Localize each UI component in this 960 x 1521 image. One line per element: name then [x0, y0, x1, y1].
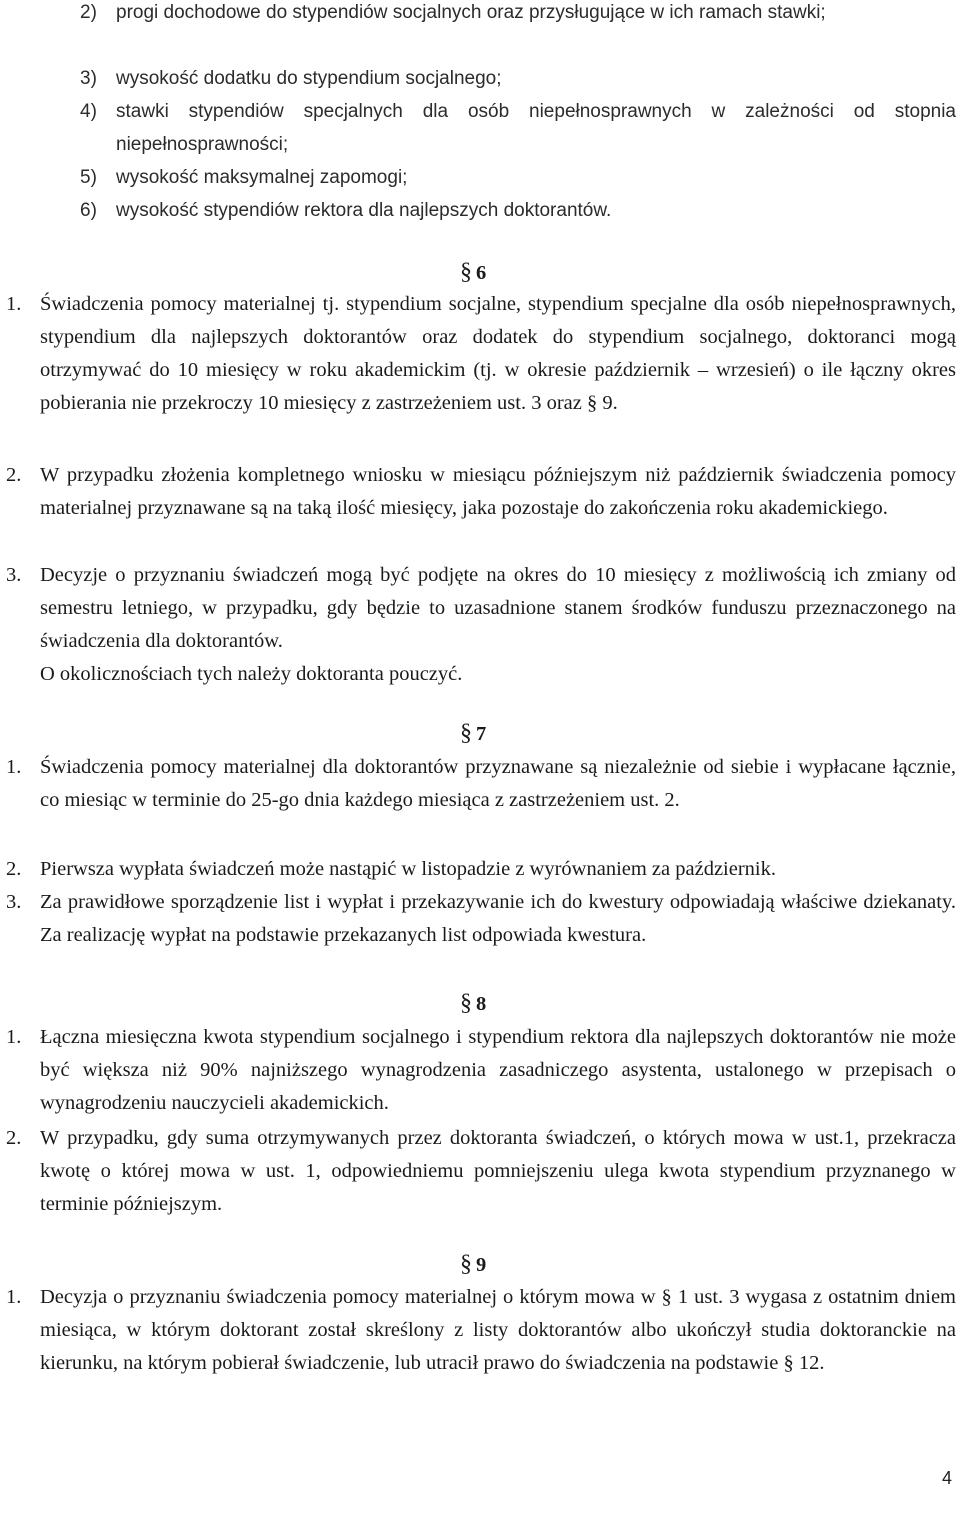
paragraph-7-3	[6, 886, 956, 952]
section-number: 8	[476, 993, 487, 1015]
paragraph-text-note: O okolicznościach tych należy doktoranta pouczyć.	[40, 663, 463, 685]
section-symbol: §	[460, 259, 472, 285]
section-symbol: §	[460, 720, 472, 746]
paragraph-text: Decyzja o przyznaniu świadczenia pomocy materialnej o którym mowa w § 1 ust. 3 wygasa z ostatnim dniem miesiąca, w którym doktorant został skreślony z listy doktorantów albo ukończył studia doktoranckie na kierunku, na którym pobierał świadczenie, lub utracił prawo do świadczenia na podstawie § 12.	[40, 1286, 956, 1374]
list-item-number: 3)	[80, 68, 97, 89]
paragraph-6-1	[6, 288, 956, 420]
section-number: 9	[476, 1254, 487, 1276]
paragraph-text: Świadczenia pomocy materialnej dla doktorantów przyznawane są niezależnie od siebie i wypłacane łącznie, co miesiąc w terminie do 25-go dnia każdego miesiąca z zastrzeżeniem ust. 2.	[40, 756, 956, 811]
list-item-2	[6, 0, 956, 29]
paragraph-number: 3.	[6, 564, 22, 586]
paragraph-8-2	[6, 1122, 956, 1221]
list-item-text: wysokość dodatku do stypendium socjalnego;	[116, 68, 502, 89]
section-heading-8	[460, 990, 520, 1017]
paragraph-text: Pierwsza wypłata świadczeń może nastąpić w listopadzie z wyrównaniem za październik.	[40, 858, 776, 880]
list-item-number: 6)	[80, 200, 97, 221]
paragraph-text: Decyzje o przyznaniu świadczeń mogą być podjęte na okres do 10 miesięcy z możliwością ich zmiany od semestru letniego, w przypadku, gdy będzie to uzasadnione stanem środków funduszu przeznaczonego na świadczenia dla doktorantów.	[40, 564, 956, 652]
section-heading-9	[460, 1251, 520, 1278]
paragraph-number: 1.	[6, 1286, 22, 1308]
paragraph-text: Łączna miesięczna kwota stypendium socjalnego i stypendium rektora dla najlepszych doktorantów nie może być większa niż 90% najniższego wynagrodzenia zasadniczego asystenta, ustalonego w przepisach o wynagrodzeniu nauczycieli akademickich.	[40, 1026, 956, 1114]
list-item-5	[6, 161, 956, 194]
paragraph-7-1	[6, 751, 956, 817]
paragraph-number: 2.	[6, 858, 22, 880]
paragraph-9-1	[6, 1281, 956, 1380]
list-item-text: stawki stypendiów specjalnych dla osób niepełnosprawnych w zależności od stopnia niepełnosprawności;	[116, 101, 956, 155]
list-item-text: wysokość stypendiów rektora dla najlepszych doktorantów.	[116, 200, 612, 221]
list-item-4	[6, 95, 956, 161]
section-heading-7	[460, 720, 520, 747]
paragraph-text: W przypadku, gdy suma otrzymywanych przez doktoranta świadczeń, o których mowa w ust.1, przekracza kwotę o której mowa w ust. 1, odpowiedniemu pomniejszeniu ulega kwota stypendium przyznanego w terminie późniejszym.	[40, 1127, 956, 1215]
list-item-number: 2)	[80, 2, 97, 23]
paragraph-number: 1.	[6, 1026, 22, 1048]
section-number: 7	[476, 723, 487, 745]
page-number: 4	[941, 1468, 952, 1488]
paragraph-number: 1.	[6, 293, 22, 315]
paragraph-text: Za prawidłowe sporządzenie list i wypłat i przekazywanie ich do kwestury odpowiadają właściwe dziekanaty. Za realizację wypłat na podstawie przekazanych list odpowiada kwestura.	[40, 891, 956, 946]
section-symbol: §	[460, 1251, 472, 1277]
paragraph-7-2	[6, 853, 956, 886]
section-number: 6	[476, 262, 487, 284]
paragraph-text: Świadczenia pomocy materialnej tj. stypendium socjalne, stypendium specjalne dla osób niepełnosprawnych, stypendium dla najlepszych doktorantów oraz dodatek do stypendium socjalnego, doktoranci mogą otrzymywać do 10 miesięcy w roku akademickim (tj. w okresie październik – wrzesień) o ile łączny okres pobierania nie przekroczy 10 miesięcy z zastrzeżeniem ust. 3 oraz § 9.	[40, 293, 956, 414]
list-item-number: 4)	[80, 101, 97, 122]
list-item-number: 5)	[80, 167, 97, 188]
paragraph-8-1	[6, 1021, 956, 1120]
paragraph-number: 2.	[6, 464, 22, 486]
section-symbol: §	[460, 990, 472, 1016]
paragraph-6-2	[6, 459, 956, 525]
list-item-6	[6, 194, 956, 227]
list-item-3	[6, 62, 956, 95]
paragraph-number: 2.	[6, 1127, 22, 1149]
paragraph-number: 1.	[6, 756, 22, 778]
list-item-text: progi dochodowe do stypendiów socjalnych oraz przysługujące w ich ramach stawki;	[116, 2, 826, 23]
list-item-text: wysokość maksymalnej zapomogi;	[116, 167, 408, 188]
paragraph-6-3	[6, 559, 956, 691]
paragraph-number: 3.	[6, 891, 22, 913]
section-heading-6	[460, 259, 520, 286]
paragraph-text: W przypadku złożenia kompletnego wniosku w miesiącu późniejszym niż październik świadczenia pomocy materialnej przyznawane są na taką ilość miesięcy, jaka pozostaje do zakończenia roku akademickiego.	[40, 464, 956, 519]
